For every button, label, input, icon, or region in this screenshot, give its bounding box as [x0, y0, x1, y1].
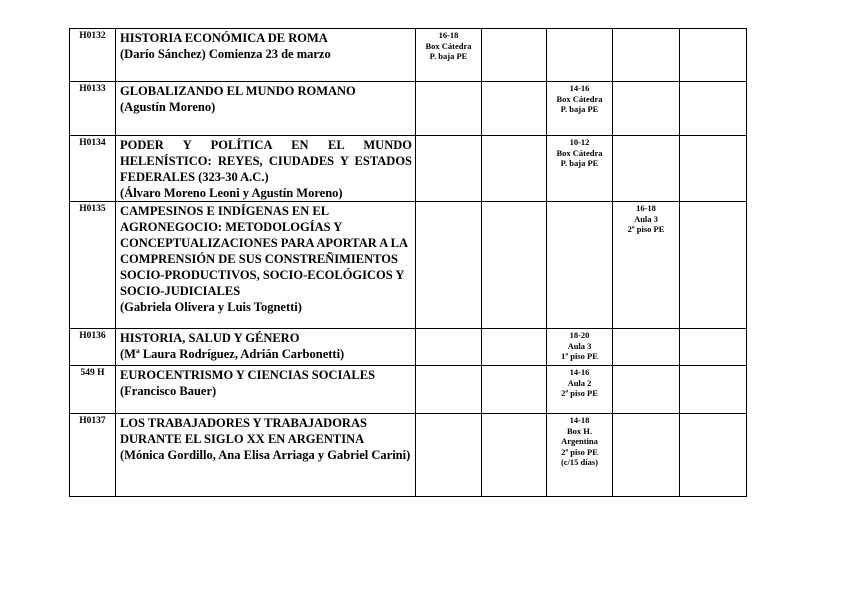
schedule-slot [680, 136, 747, 202]
schedule-slot [613, 366, 680, 414]
slot-text: P. baja PE [560, 158, 599, 168]
course-code: H0135 [70, 202, 116, 329]
schedule-slot [416, 414, 482, 497]
course-professors: (Mª Laura Rodríguez, Adrián Carbonetti) [120, 347, 345, 361]
schedule-slot [680, 82, 747, 136]
course-professors: (Gabriela Olivera y Luis Tognetti) [120, 300, 302, 314]
schedule-slot [680, 29, 747, 82]
schedule-slot [547, 29, 613, 82]
slot-text: 2º piso PE [561, 446, 598, 457]
slot-text: Aula 3 [634, 213, 658, 224]
slot-text: Box Cátedra [556, 93, 603, 104]
schedule-slot [482, 202, 547, 329]
slot-text: 2º piso PE [561, 388, 598, 398]
course-code: H0134 [70, 136, 116, 202]
course-professors: (Darío Sánchez) Comienza 23 de marzo [120, 47, 331, 61]
schedule-slot [680, 202, 747, 329]
slot-text: 2º piso PE [627, 224, 665, 234]
schedule-slot [680, 414, 747, 497]
schedule-row [70, 414, 747, 497]
schedule-row [70, 136, 747, 202]
schedule-slot [613, 202, 680, 329]
schedule-row [70, 202, 747, 329]
course-cell [116, 414, 416, 497]
schedule-slot [680, 366, 747, 414]
slot-text: Aula 3 [567, 340, 592, 351]
schedule-slot [416, 366, 482, 414]
schedule-slot [482, 414, 547, 497]
slot-text: 18-20 [569, 330, 590, 340]
schedule-slot [613, 136, 680, 202]
course-cell [116, 202, 416, 329]
schedule-slot [613, 29, 680, 82]
slot-text: 14-16 [569, 367, 590, 377]
schedule-slot [416, 29, 482, 82]
schedule-slot [416, 202, 482, 329]
slot-text: 10-12 [569, 137, 590, 147]
slot-text: P. baja PE [560, 104, 599, 114]
course-title: HISTORIA, SALUD Y GÉNERO [120, 331, 300, 345]
course-cell [116, 366, 416, 414]
course-title: LOS TRABAJADORES Y TRABAJADORAS DURANTE EL SIGLO XX EN ARGENTINA [120, 416, 367, 446]
slot-text: 14-18 [569, 415, 590, 425]
schedule-slot [482, 136, 547, 202]
slot-text: Aula 2 [567, 377, 592, 388]
course-professors: (Álvaro Moreno Leoni y Agustín Moreno) [120, 186, 343, 200]
schedule-slot [547, 202, 613, 329]
schedule-slot [613, 329, 680, 366]
schedule-slot [547, 136, 613, 202]
schedule-row [70, 82, 747, 136]
schedule-slot [416, 329, 482, 366]
schedule-slot [613, 82, 680, 136]
course-title: HISTORIA ECONÓMICA DE ROMA [120, 31, 328, 45]
schedule-table [69, 28, 747, 497]
schedule-slot [613, 414, 680, 497]
slot-text: 14-16 [569, 83, 590, 93]
course-professors: (Francisco Bauer) [120, 384, 217, 398]
course-professors: (Mónica Gordillo, Ana Elisa Arriaga y Gabriel Carini) [120, 448, 411, 462]
schedule-body [70, 29, 747, 497]
course-professors: (Agustín Moreno) [120, 100, 216, 114]
course-code: H0137 [70, 414, 116, 497]
course-code: H0132 [70, 29, 116, 82]
course-cell [116, 82, 416, 136]
schedule-row [70, 29, 747, 82]
slot-text: Box Cátedra [556, 147, 603, 158]
course-cell [116, 329, 416, 366]
course-cell [116, 136, 416, 202]
course-title: CAMPESINOS E INDÍGENAS EN EL AGRONEGOCIO: METODOLOGÍAS Y CONCEPTUALIZACIONES PARA APORTAR A LA COMPRENSIÓN DE SUS CONSTREÑIMIENTOS SOCIO-PRODUCTIVOS, SOCIO-ECOLÓGICOS Y SOCIO-JUDICIALES [120, 204, 408, 298]
schedule-slot [416, 136, 482, 202]
slot-text: (c/15 días) [560, 457, 599, 467]
schedule-slot [416, 82, 482, 136]
slot-text: 16-18 [438, 30, 459, 40]
schedule-row [70, 366, 747, 414]
schedule-slot [547, 329, 613, 366]
course-code: H0136 [70, 329, 116, 366]
slot-text: 1º piso PE [561, 351, 598, 361]
course-code: 549 H [70, 366, 116, 414]
schedule-row [70, 329, 747, 366]
course-cell [116, 29, 416, 82]
slot-text: Argentina [561, 436, 598, 446]
course-title: GLOBALIZANDO EL MUNDO ROMANO [120, 84, 356, 98]
slot-text: 16-18 [636, 203, 656, 213]
schedule-slot [482, 366, 547, 414]
slot-text: P. baja PE [429, 51, 468, 61]
schedule-slot [547, 82, 613, 136]
schedule-slot [680, 329, 747, 366]
schedule-slot [482, 82, 547, 136]
schedule-slot [547, 366, 613, 414]
course-title: EUROCENTRISMO Y CIENCIAS SOCIALES [120, 368, 376, 382]
schedule-slot [547, 414, 613, 497]
course-title: PODER Y POLÍTICA EN EL MUNDO HELENÍSTICO: REYES, CIUDADES Y ESTADOS FEDERALES (323-30 A.C.) [120, 138, 412, 184]
course-code: H0133 [70, 82, 116, 136]
schedule-slot [482, 29, 547, 82]
schedule-slot [482, 329, 547, 366]
slot-text: Box Cátedra [425, 40, 472, 51]
slot-text: Box H. [566, 425, 593, 436]
